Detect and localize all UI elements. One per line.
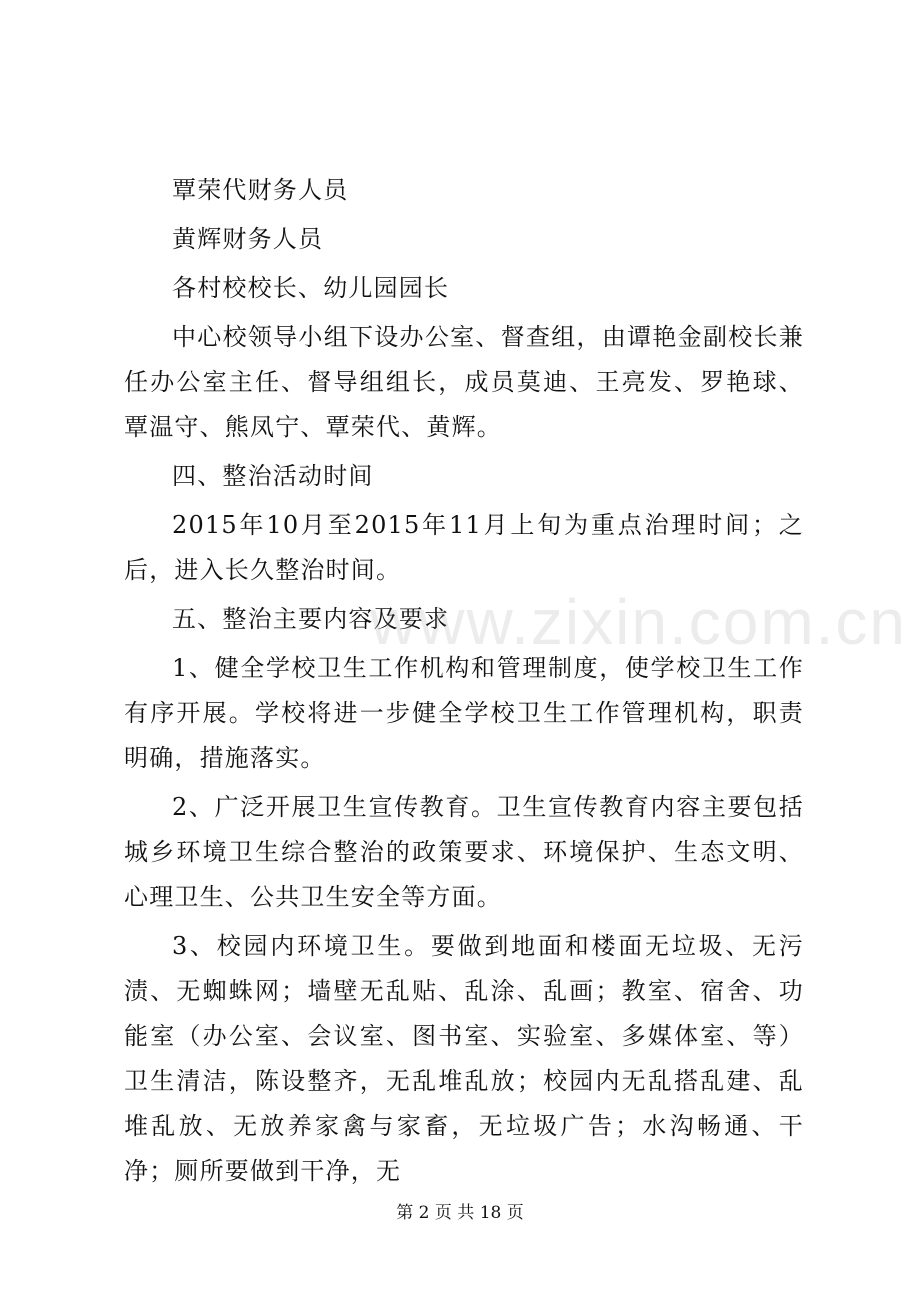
section-heading-4: 四、整治活动时间 <box>172 462 374 490</box>
paragraph-5: 2015年10月至2015年11月上旬为重点治理时间；之后，进入长久整治时间。 <box>124 511 804 584</box>
paragraph-1: 覃荣代财务人员 <box>172 176 349 204</box>
paragraph-3: 各村校校长、幼儿园园长 <box>172 274 450 302</box>
section-heading-5: 五、整治主要内容及要求 <box>172 605 450 633</box>
paragraph-item-3: 3、校园内环境卫生。要做到地面和楼面无垃圾、无污渍、无蜘蛛网；墙壁无乱贴、乱涂、乱画；教室、宿舍、功能室（办公室、会议室、图书室、实验室、多媒体室、等）卫生清洁，陈设整齐，无乱堆乱放；校园内无乱搭乱建、乱堆乱放、无放养家禽与家畜，无垃圾广告；水沟畅通、干净；厕所要做到干净，无 <box>124 932 804 1185</box>
watermark: www.zixin.com.cn <box>370 586 907 658</box>
paragraph-2: 黄辉财务人员 <box>172 225 324 253</box>
paragraph-item-2: 2、广泛开展卫生宣传教育。卫生宣传教育内容主要包括城乡环境卫生综合整治的政策要求、环境保护、生态文明、心理卫生、公共卫生安全等方面。 <box>124 793 804 911</box>
paragraph-item-1: 1、健全学校卫生工作机构和管理制度，使学校卫生工作有序开展。学校将进一步健全学校卫生工作管理机构，职责明确，措施落实。 <box>124 654 804 772</box>
document-body <box>124 168 804 1198</box>
page-footer: 第 2 页 共 18 页 <box>396 1203 524 1223</box>
paragraph-4: 中心校领导小组下设办公室、督查组，由谭艳金副校长兼任办公室主任、督导组组长，成员莫迪、王亮发、罗艳球、覃温守、熊凤宁、覃荣代、黄辉。 <box>124 323 804 441</box>
